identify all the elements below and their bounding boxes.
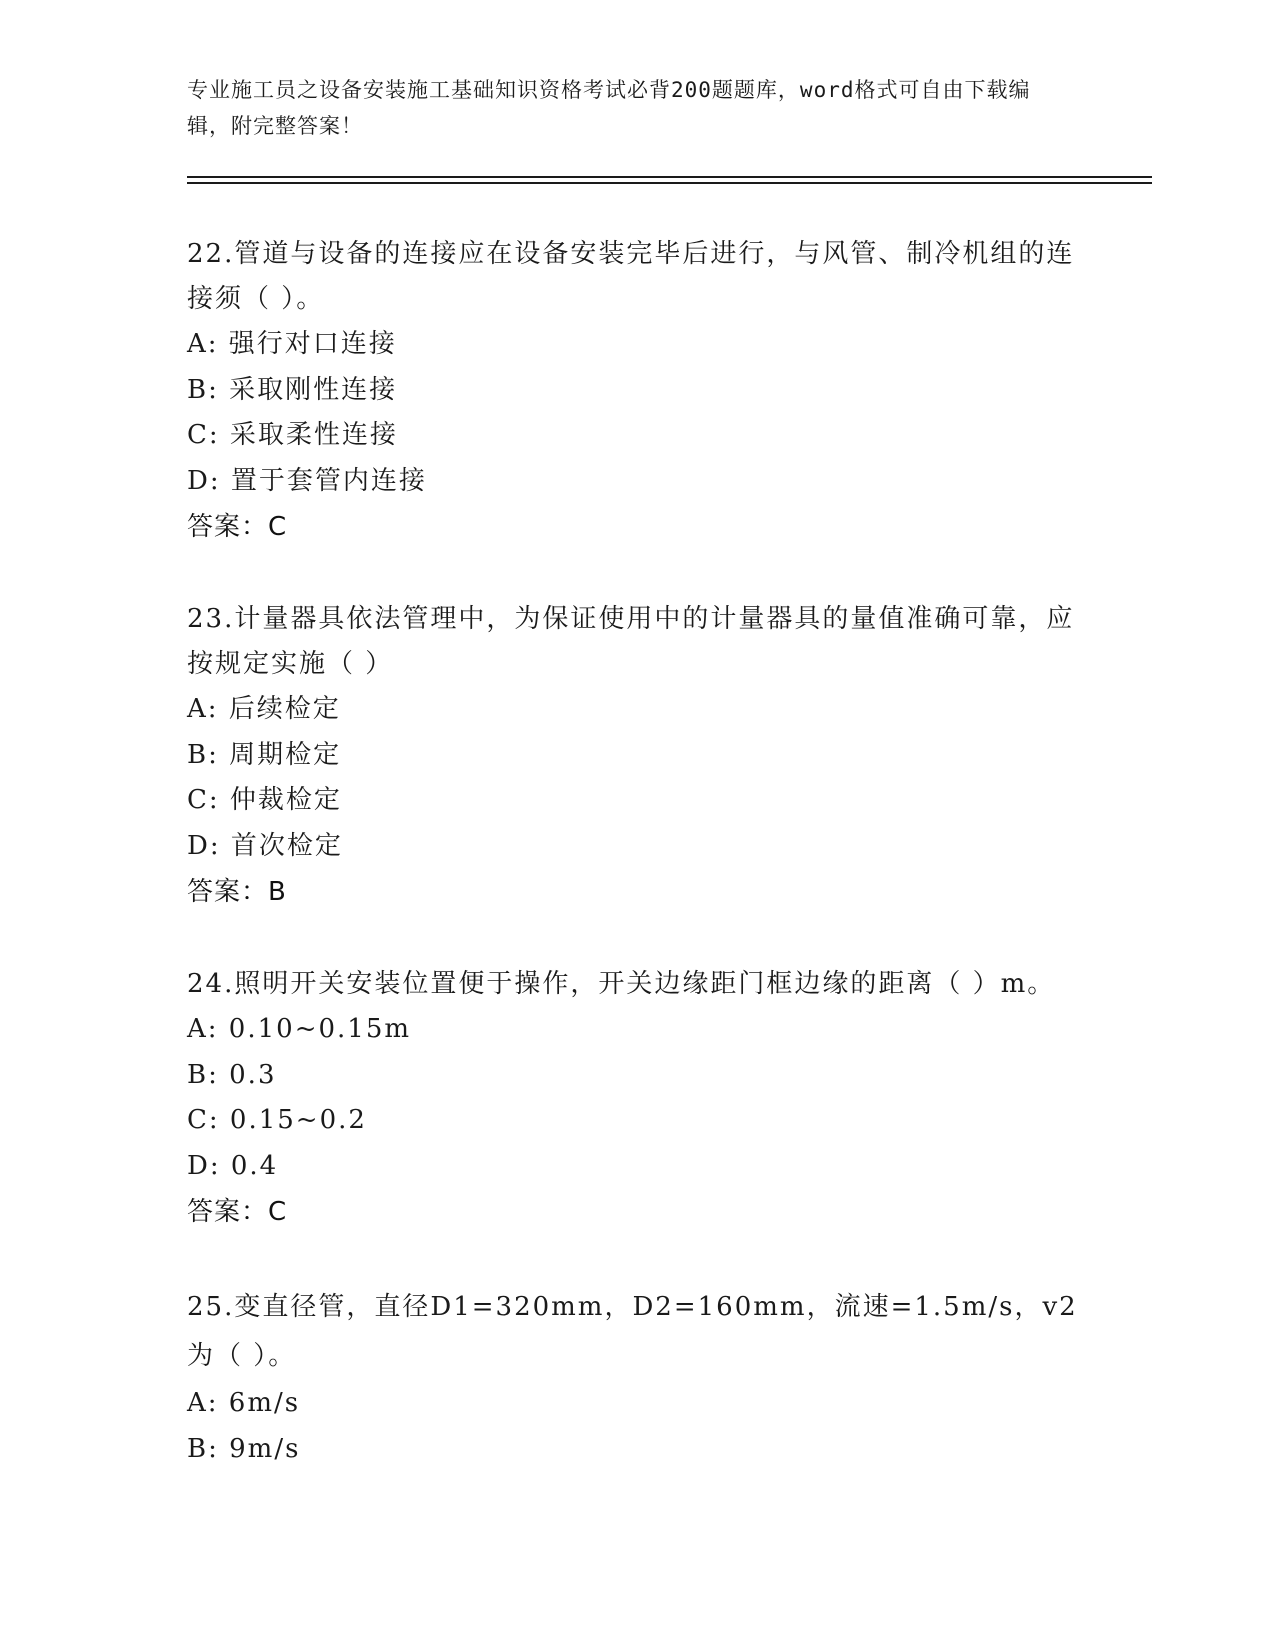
option-c: C: 采取柔性连接 [187,420,398,450]
header-divider-bottom [187,182,1152,184]
option-c: C: 0.15~0.2 [187,1105,367,1135]
answer-label: 答案：C [187,1197,288,1227]
option-d: D: 置于套管内连接 [187,465,427,496]
option-b: B: 0.3 [187,1059,277,1090]
question-stem: 25.变直径管，直径D1=320mm，D2=160mm，流速=1.5m/s，v2为（ ）。 [187,1292,1078,1371]
option-d: D: 0.4 [187,1150,279,1181]
question-stem: 23.计量器具依法管理中，为保证使用中的计量器具的量值准确可靠，应按规定实施（ ） [187,604,1075,679]
option-a: A: 6m/s [187,1388,301,1418]
question-stem: 22.管道与设备的连接应在设备安装完毕后进行，与风管、制冷机组的连接须（ ）。 [187,239,1075,314]
option-b: B: 采取刚性连接 [187,374,398,405]
option-b: B: 周期检定 [187,739,342,770]
answer-label: 答案：B [187,877,287,907]
question-22 [187,232,1087,550]
option-c: C: 仲裁检定 [187,785,342,815]
option-a: A: 后续检定 [187,694,341,724]
option-a: A: 强行对口连接 [187,329,397,359]
question-23 [187,597,1087,915]
option-b: B: 9m/s [187,1433,301,1464]
question-24 [187,962,1087,1235]
header-text: 专业施工员之设备安装施工基础知识资格考试必背200题题库，word格式可自由下载编辑，附完整答案！ [187,78,1031,138]
header-divider-top [187,176,1152,178]
question-25 [187,1283,1087,1472]
option-d: D: 首次检定 [187,830,343,861]
question-stem: 24.照明开关安装位置便于操作，开关边缘距门框边缘的距离（ ）m。 [187,969,1056,999]
document-header [187,72,1067,144]
option-a: A: 0.10~0.15m [187,1014,412,1044]
answer-label: 答案：C [187,512,288,542]
